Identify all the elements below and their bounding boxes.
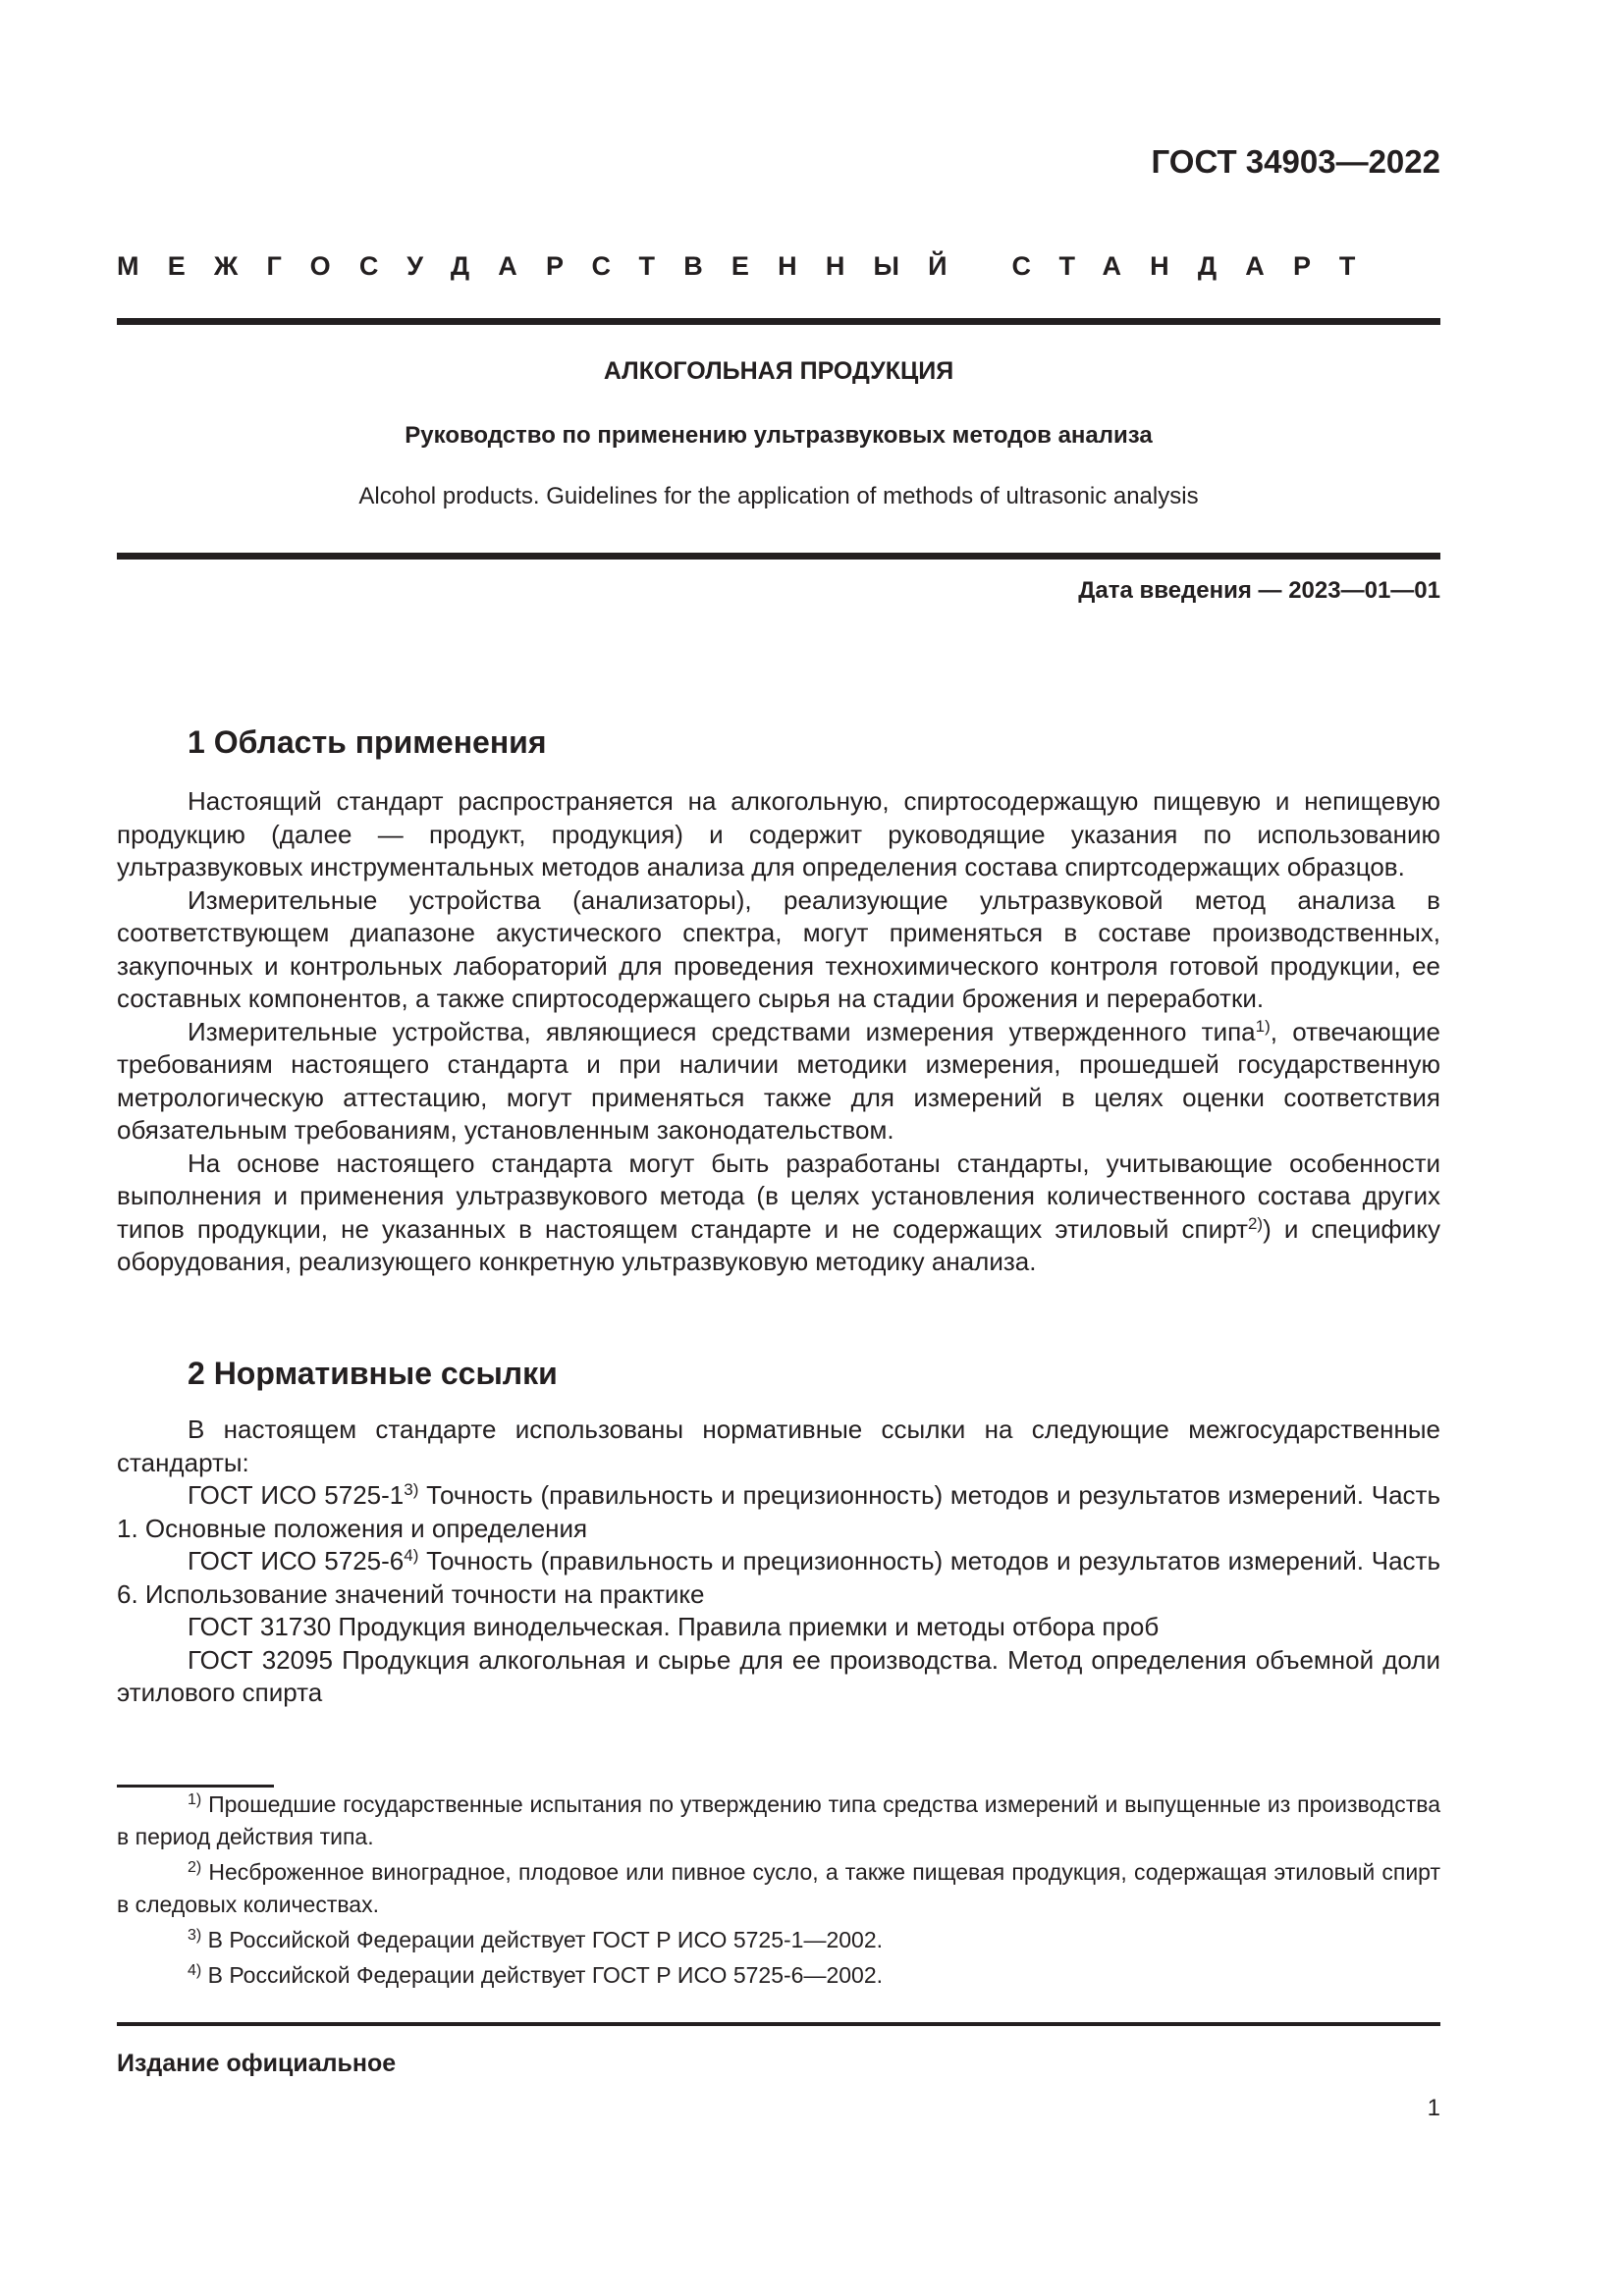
footnote-mark: 2) (188, 1859, 202, 1876)
section-2-body (117, 1414, 1440, 1710)
footer-rule (117, 2022, 1440, 2026)
paragraph-text: ) и специфику оборудования, реализующего конкретную ультразвуковую методику анализа. (117, 1213, 1440, 1276)
footnotes (117, 1789, 1440, 1995)
document-title: АЛКОГОЛЬНАЯ ПРОДУКЦИЯ (603, 357, 954, 385)
footnote-ref-3: 3) (404, 1480, 419, 1499)
section-2-intro: В настоящем стандарте использованы нормативные ссылки на следующие межгосударственные стандарты: (117, 1415, 1440, 1477)
section-1-paragraph-1: Настоящий стандарт распространяется на алкогольную, спиртосодержащую пищевую и непищевую продукцию (далее — продукт, продукция) и содержит руководящие указания по использованию ультразвуковых инструментальных методов анализа для определения состава спиртсодержащих образцов. (117, 786, 1440, 881)
section-heading-1: 1 Область применения (188, 724, 547, 760)
footnote-ref-1: 1) (1255, 1016, 1271, 1036)
footnote-1 (117, 1789, 1440, 1853)
paragraph-text: , отвечающие требованиям настоящего стандарта и при наличии методики измерения, прошедшей государственную метрологическую аттестацию, могут применяться также для измерений в целях оценки соответствия обязательным требованиям, установленным законодательством. (117, 1016, 1440, 1145)
introduction-date: Дата введения — 2023—01—01 (1078, 577, 1440, 604)
footnote-ref-2: 2) (1247, 1213, 1264, 1233)
footnote-mark: 4) (188, 1962, 202, 1979)
reference-designation: ГОСТ ИСО 5725-1 (188, 1480, 405, 1510)
normative-reference: ГОСТ 31730 Продукция винодельческая. Правила приемки и методы отбора проб (188, 1612, 1160, 1641)
paragraph-text: Измерительные устройства, являющиеся средствами измерения утвержденного типа (188, 1016, 1256, 1046)
footnote-2 (117, 1856, 1440, 1921)
section-1-paragraph-3 (117, 1016, 1440, 1148)
footnote-text: Несброженное виноградное, плодовое или пивное сусло, а также пищевая продукция, содержащая этиловый спирт в следовых количествах. (117, 1859, 1440, 1917)
footnote-3 (117, 1924, 1440, 1956)
footnote-4 (117, 1959, 1440, 1992)
normative-reference: ГОСТ 32095 Продукция алкогольная и сырье для ее производства. Метод определения объемной доли этилового спирта (117, 1644, 1440, 1707)
footnote-separator (117, 1785, 274, 1788)
footnote-ref-4: 4) (404, 1546, 419, 1565)
normative-reference (117, 1479, 1440, 1545)
document-subtitle: Руководство по применению ультразвуковых методов анализа (405, 422, 1153, 449)
footnote-text: Прошедшие государственные испытания по утверждению типа средства измерений и выпущенные из производства в период действия типа. (117, 1791, 1441, 1849)
footnote-text: В Российской Федерации действует ГОСТ Р ИСО 5725-1—2002. (207, 1927, 884, 1952)
standard-number: ГОСТ 34903—2022 (1151, 143, 1440, 180)
reference-title: Точность (правильность и прецизионность) методов и результатов измерений. Часть 1. Основные положения и определения (117, 1480, 1440, 1543)
header-rule-bottom (117, 553, 1440, 560)
section-1-paragraph-2: Измерительные устройства (анализаторы), реализующие ультразвуковой метод анализа в соответствующем диапазоне акустического спектра, могут применяться в составе производственных, закупочных и контрольных лабораторий для проведения технохимического контроля готовой продукции, ее составных компонентов, а также спиртосодержащего сырья на стадии брожения и переработки. (117, 884, 1440, 1013)
footnote-mark: 1) (188, 1791, 202, 1808)
footnote-text: В Российской Федерации действует ГОСТ Р ИСО 5725-6—2002. (207, 1962, 884, 1988)
paragraph-text: На основе настоящего стандарта могут быть разработаны стандарты, учитывающие особенности выполнения и применения ультразвукового метода (в целях установления количественного состава других типов продукции, не указанных в настоящем стандарте и не содержащих этиловый спирт (117, 1148, 1440, 1244)
official-edition-label: Издание официальное (117, 2050, 397, 2077)
reference-title: Точность (правильность и прецизионность) методов и результатов измерений. Часть 6. Использование значений точности на практике (117, 1546, 1440, 1609)
interstate-standard-label: МЕЖГОСУДАРСТВЕННЫЙ СТАНДАРТ (117, 251, 1384, 281)
section-heading-2: 2 Нормативные ссылки (188, 1356, 558, 1391)
page-number: 1 (1427, 2095, 1440, 2121)
document-title-english: Alcohol products. Guidelines for the application of methods of ultrasonic analysis (358, 483, 1199, 509)
section-1-body (117, 785, 1440, 1279)
footnote-mark: 3) (188, 1927, 202, 1944)
section-1-paragraph-4 (117, 1148, 1440, 1279)
reference-designation: ГОСТ ИСО 5725-6 (188, 1546, 405, 1575)
normative-reference (117, 1545, 1440, 1611)
header-rule-top (117, 318, 1440, 325)
